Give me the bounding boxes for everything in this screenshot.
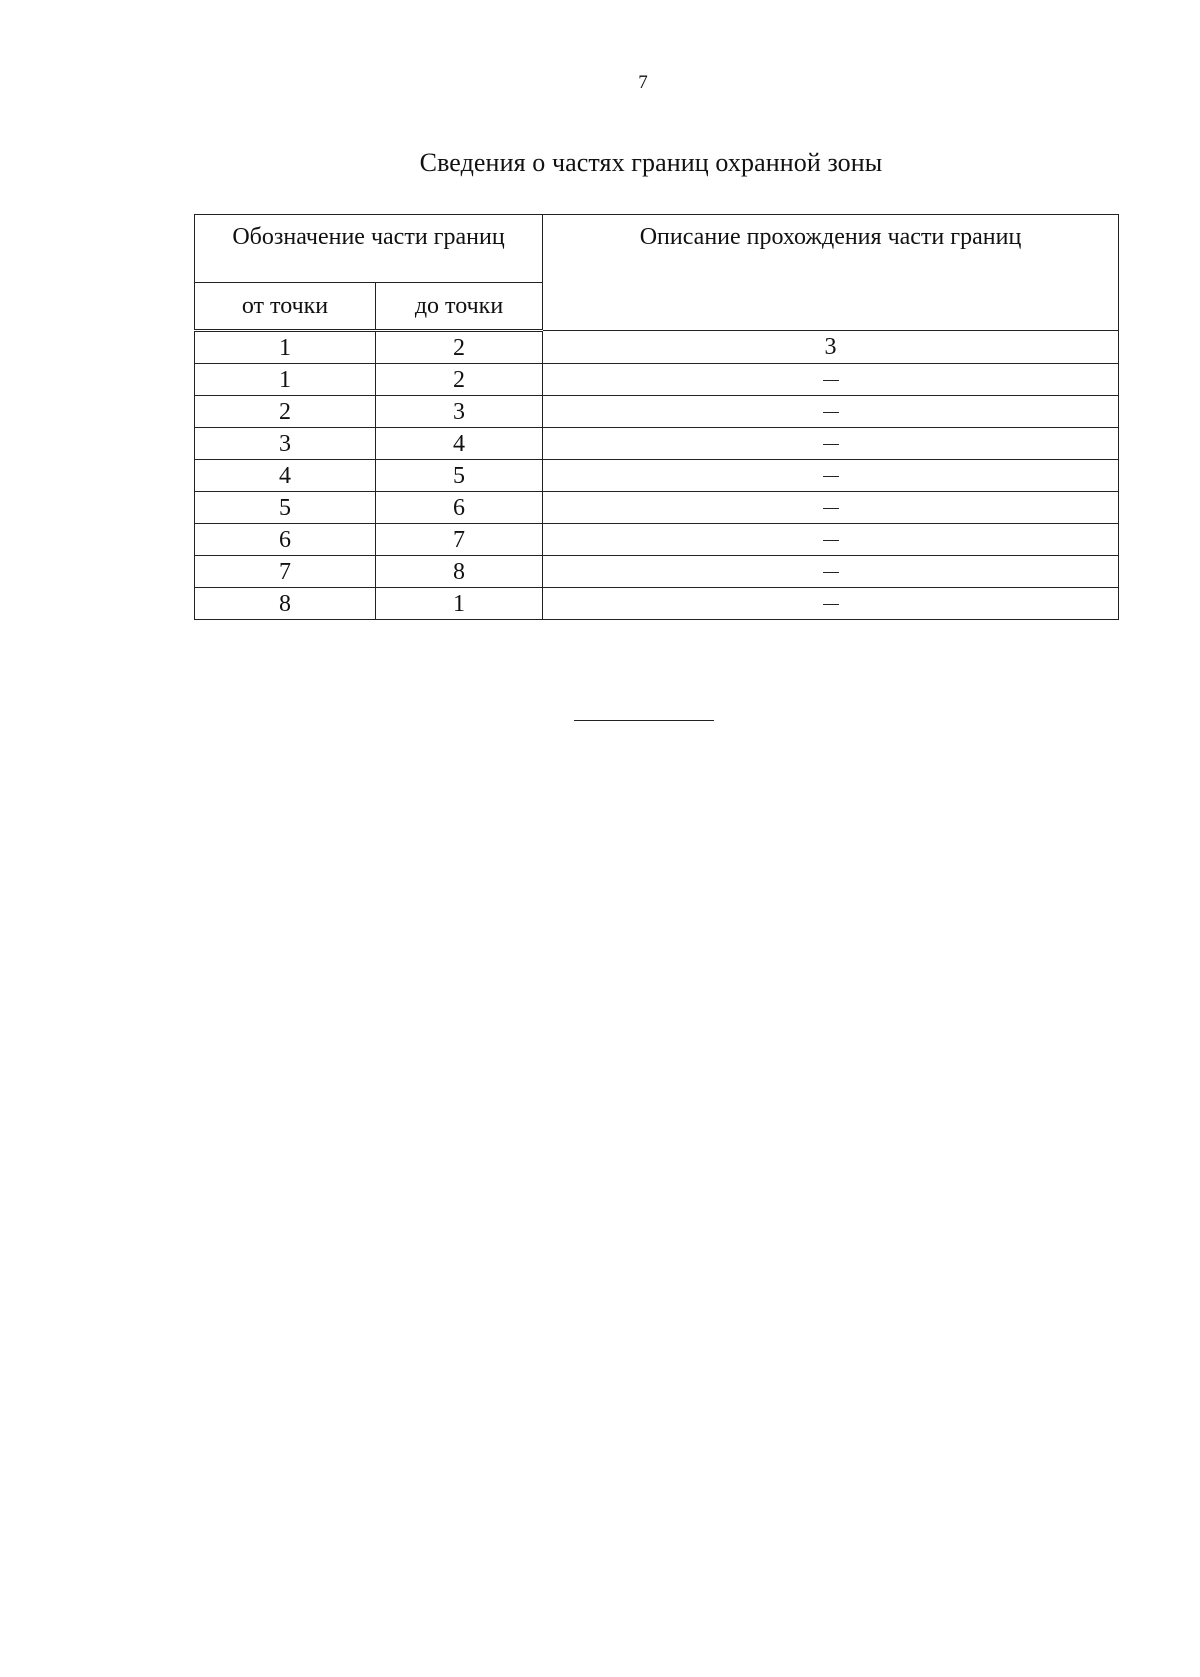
document-title: Сведения о частях границ охранной зоны	[419, 148, 883, 177]
description-value	[823, 380, 839, 381]
to-point-cell: 4	[376, 428, 543, 460]
table-body	[195, 215, 1119, 620]
end-of-document-rule	[574, 720, 714, 721]
description-cell	[543, 524, 1119, 556]
description-cell	[543, 460, 1119, 492]
description-value	[823, 540, 839, 541]
from-point-cell: 2	[195, 396, 376, 428]
to-point-cell: 8	[376, 556, 543, 588]
description-value	[823, 444, 839, 445]
header-from-point: от точки	[195, 283, 376, 331]
boundary-parts-table	[194, 214, 1119, 620]
description-cell	[543, 492, 1119, 524]
table-row	[195, 396, 1119, 428]
table-row	[195, 556, 1119, 588]
column-index-row	[195, 331, 1119, 364]
table-row	[195, 428, 1119, 460]
description-value	[823, 476, 839, 477]
column-index-description: 3	[543, 331, 1119, 364]
column-index-from: 1	[195, 331, 376, 364]
description-cell	[543, 588, 1119, 620]
page-number: 7	[638, 72, 648, 93]
from-point-cell: 5	[195, 492, 376, 524]
description-value	[823, 412, 839, 413]
column-index-to: 2	[376, 331, 543, 364]
to-point-cell: 2	[376, 364, 543, 396]
from-point-cell: 8	[195, 588, 376, 620]
to-point-cell: 5	[376, 460, 543, 492]
header-to-point: до точки	[376, 283, 543, 331]
table-row	[195, 492, 1119, 524]
from-point-cell: 1	[195, 364, 376, 396]
table-row	[195, 460, 1119, 492]
table-row	[195, 364, 1119, 396]
header-boundary-description: Описание прохождения части границ	[543, 215, 1119, 331]
table-header-row	[195, 215, 1119, 283]
description-cell	[543, 396, 1119, 428]
description-value	[823, 604, 839, 605]
description-cell	[543, 364, 1119, 396]
from-point-cell: 6	[195, 524, 376, 556]
table-row	[195, 524, 1119, 556]
header-boundary-designation: Обозначение части границ	[195, 215, 543, 283]
from-point-cell: 3	[195, 428, 376, 460]
to-point-cell: 1	[376, 588, 543, 620]
table-row	[195, 588, 1119, 620]
from-point-cell: 4	[195, 460, 376, 492]
description-value	[823, 572, 839, 573]
description-cell	[543, 556, 1119, 588]
to-point-cell: 3	[376, 396, 543, 428]
from-point-cell: 7	[195, 556, 376, 588]
description-value	[823, 508, 839, 509]
to-point-cell: 7	[376, 524, 543, 556]
to-point-cell: 6	[376, 492, 543, 524]
description-cell	[543, 428, 1119, 460]
